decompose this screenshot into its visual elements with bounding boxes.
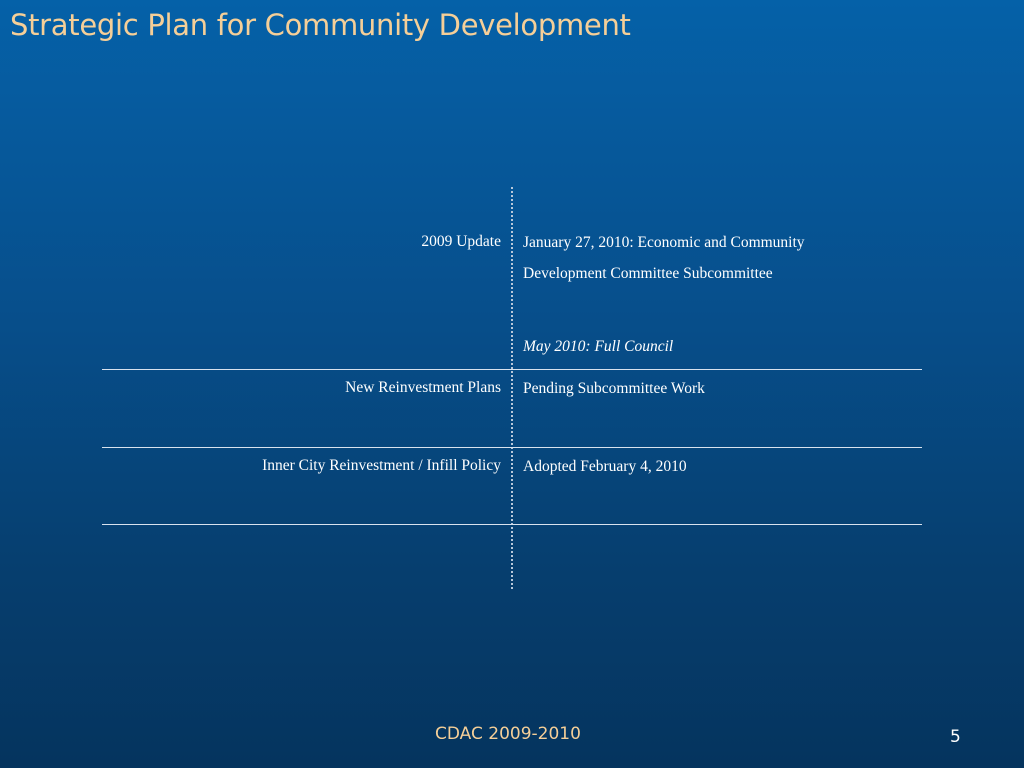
footer-text: CDAC 2009-2010 xyxy=(435,724,581,744)
row-note: May 2010: Full Council xyxy=(523,338,674,355)
row-label-2009-update: 2009 Update xyxy=(421,233,501,250)
row-detail-line: Adopted February 4, 2010 xyxy=(523,458,687,475)
row-label-new-reinvestment: New Reinvestment Plans xyxy=(345,379,501,396)
row-detail-line: January 27, 2010: Economic and Community xyxy=(523,234,805,251)
row-label-inner-city: Inner City Reinvestment / Infill Policy xyxy=(262,457,501,474)
row-separator xyxy=(102,447,922,448)
row-detail-line: Development Committee Subcommittee xyxy=(523,265,773,282)
row-separator xyxy=(102,524,922,525)
page-number: 5 xyxy=(950,727,961,747)
row-detail-line: Pending Subcommittee Work xyxy=(523,380,705,397)
slide-title: Strategic Plan for Community Development xyxy=(10,8,631,42)
vertical-divider xyxy=(511,187,513,589)
row-separator xyxy=(102,369,922,370)
